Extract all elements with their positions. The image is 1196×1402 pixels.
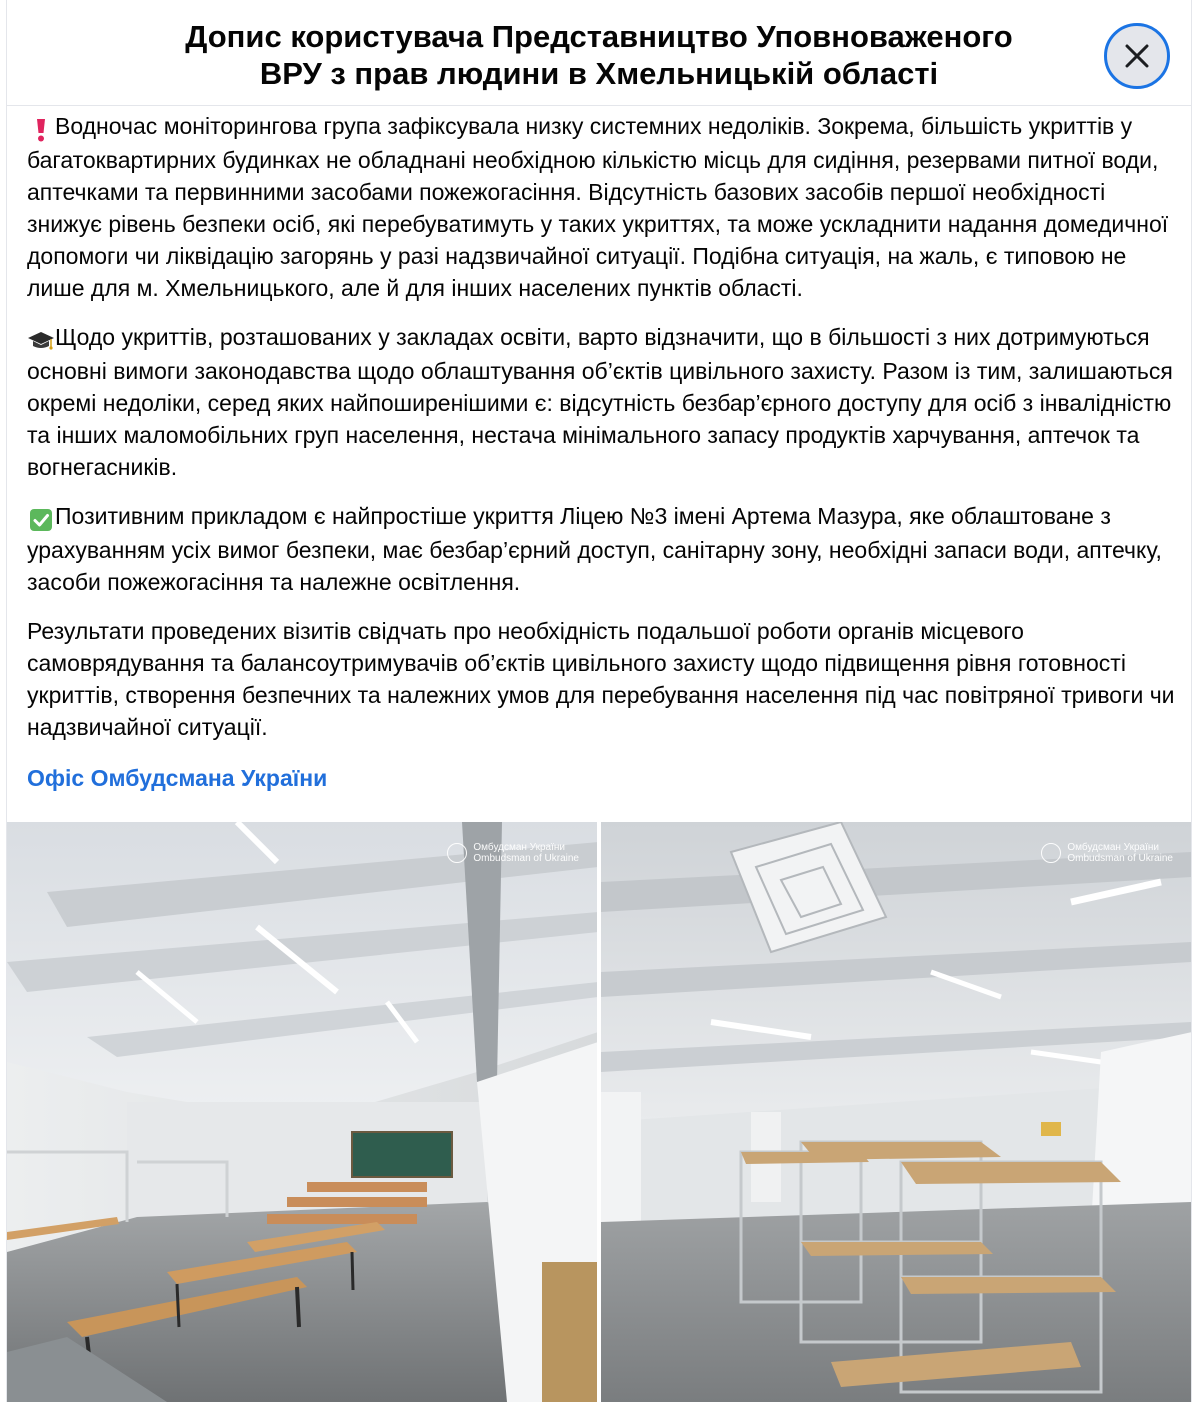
dialog-title xyxy=(67,18,1131,92)
post-text xyxy=(27,110,1175,794)
ombudsman-watermark xyxy=(447,842,579,864)
photo-shelter-bunk-beds[interactable] xyxy=(601,822,1191,1402)
ombudsman-logo-icon xyxy=(447,843,467,863)
exclamation-icon xyxy=(27,112,55,144)
ombudsman-logo-icon xyxy=(1041,843,1061,863)
graduation-cap-icon xyxy=(27,323,55,355)
paragraph-3-text: Позитивним прикладом є найпростіше укриття Ліцею №3 імені Артема Мазура, яке облаштоване з урахуванням усіх вимог безпеки, має безбар’єрний доступ, санітарну зону, необхідні запаси води, аптечку, засоби пожежогасіння та належне освітлення. xyxy=(27,503,1162,595)
paragraph-2 xyxy=(27,321,1175,483)
paragraph-3 xyxy=(27,500,1175,598)
check-mark-icon xyxy=(27,502,55,534)
photo-grid xyxy=(7,822,1191,1402)
ombudsman-watermark xyxy=(1041,842,1173,864)
paragraph-4 xyxy=(27,615,1175,743)
paragraph-4-text: Результати проведених візитів свідчать про необхідність подальшої роботи органів місцевого самоврядування та балансоутримувачів об’єктів цивільного захисту щодо підвищення рівня готовності укриттів, створення безпечних та належних умов для перебування населення під час повітряної тривоги чи надзвичайної ситуації. xyxy=(27,618,1175,740)
photo-shelter-classroom[interactable] xyxy=(7,822,597,1402)
paragraph-1-text: Водночас моніторингова група зафіксувала низку системних недоліків. Зокрема, більшість укриттів у багатоквартирних будинках не обладнані необхідною кількістю місць для сидіння, резервами питної води, аптечками та первинними засобами пожежогасіння. Відсутність базових засобів першої необхідності знижує рівень безпеки осіб, які перебуватимуть у таких укриттях, та може ускладнити надання домедичної допомоги чи ліквідацію загорянь у разі надзвичайної ситуації. Подібна ситуація, на жаль, є типовою не лише для м. Хмельницького, але й для інших населених пунктів області. xyxy=(27,113,1169,301)
paragraph-1 xyxy=(27,110,1175,304)
dialog-header xyxy=(7,0,1191,106)
watermark-line-2: Ombudsman of Ukraine xyxy=(473,853,579,864)
paragraph-2-text: Щодо укриттів, розташованих у закладах освіти, варто відзначити, що в більшості з них дотримуються основні вимоги законодавства щодо облаштування об’єктів цивільного захисту. Разом із тим, залишаються окремі недоліки, серед яких найпоширенішими є: відсутність безбар’єрного доступу для осіб з інвалідністю та інших маломобільних груп населення, нестача мінімального запасу продуктів харчування, аптечок та вогнегасників. xyxy=(27,324,1173,480)
ombudsman-office-link[interactable]: Офіс Омбудсмана України xyxy=(27,765,328,791)
post-dialog xyxy=(6,0,1192,1402)
shelter-bunk-beds-image xyxy=(601,822,1191,1402)
close-icon xyxy=(1124,43,1150,69)
shelter-classroom-image xyxy=(7,822,597,1402)
watermark-line-1: Омбудсман України xyxy=(473,842,565,853)
dialog-title-line-2: ВРУ з прав людини в Хмельницькій області xyxy=(259,56,939,91)
close-button[interactable] xyxy=(1104,23,1170,89)
dialog-title-line-1: Допис користувача Представництво Уповноваженого xyxy=(185,19,1013,54)
watermark-line-1: Омбудсман України xyxy=(1067,842,1159,853)
watermark-line-2: Ombudsman of Ukraine xyxy=(1067,853,1173,864)
